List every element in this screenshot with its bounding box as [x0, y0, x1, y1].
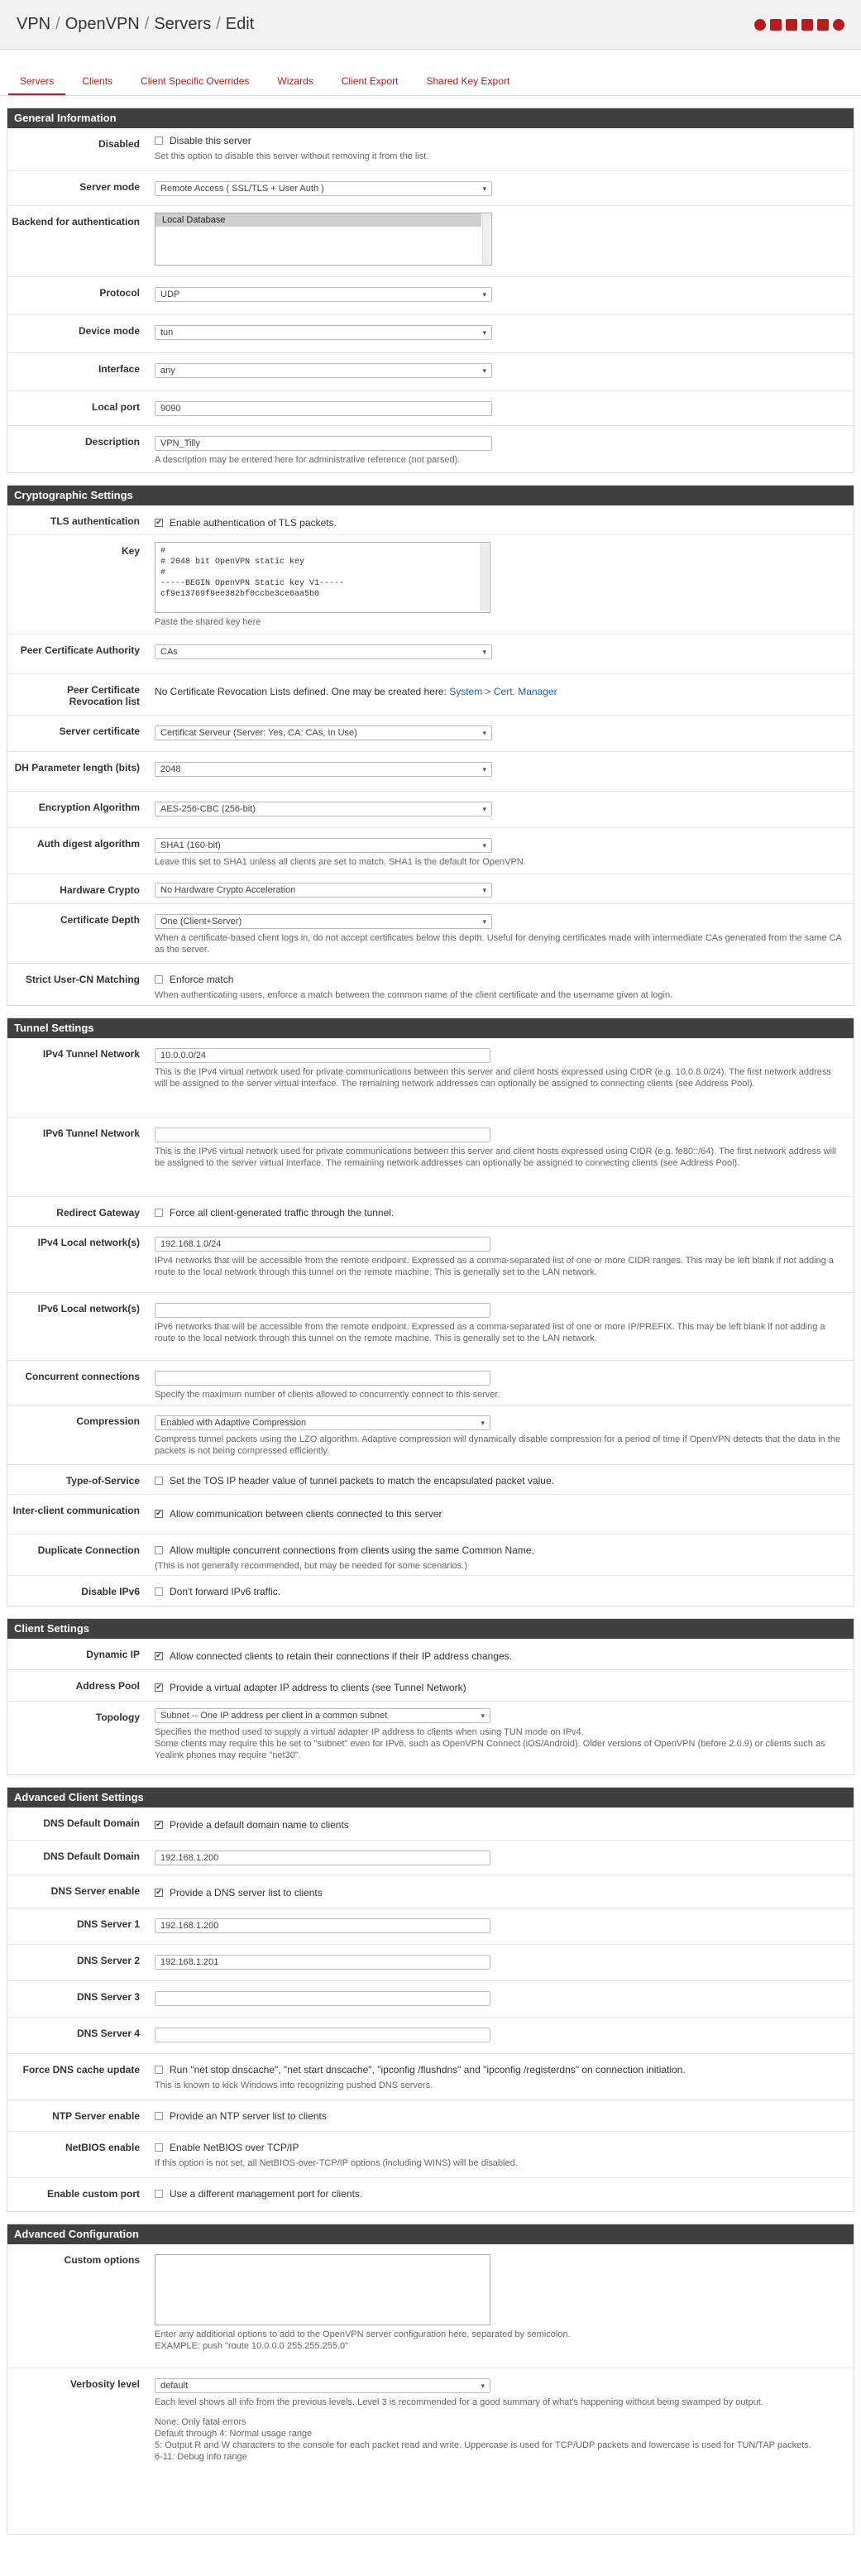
label: Encryption Algorithm — [38, 802, 140, 813]
label: DNS Server 1 — [76, 1918, 140, 1930]
label: Peer Certificate Authority — [20, 644, 140, 656]
dns-server-4-input[interactable] — [155, 2028, 490, 2042]
label: DNS Default Domain — [43, 1851, 140, 1862]
label: DNS Server 2 — [76, 1955, 140, 1966]
ipv6-local-input[interactable] — [155, 1303, 490, 1318]
dynamic-ip-checkbox[interactable]: ✔ — [155, 1651, 162, 1659]
row-custom-options — [7, 2244, 854, 2368]
label: Hardware Crypto — [60, 884, 140, 896]
row-peer-crl — [7, 674, 854, 716]
reload-icon[interactable] — [754, 19, 766, 31]
hw-crypto-select[interactable]: No Hardware Crypto Acceleration ▾ — [155, 883, 492, 898]
tos-checkbox[interactable] — [155, 1477, 163, 1485]
dns-server-2-input[interactable]: 192.168.1.201 — [155, 1955, 490, 1970]
label: DH Parameter length (bits) — [14, 762, 140, 773]
label: Strict User-CN Matching — [25, 974, 140, 985]
row-peer-ca — [7, 634, 854, 674]
label: Disabled — [98, 138, 140, 150]
top-bar — [0, 0, 861, 50]
row-dns-3 — [7, 1981, 854, 2018]
row-protocol — [7, 277, 854, 315]
label: TLS authentication — [50, 515, 140, 527]
header-icons — [754, 19, 844, 31]
help-text: This is known to kick Windows into recognizing pushed DNS servers. — [155, 2080, 433, 2090]
ipv6-tunnel-input[interactable] — [155, 1128, 490, 1142]
panel-title: Tunnel Settings — [7, 1018, 854, 1038]
custom-options-textarea[interactable] — [155, 2254, 490, 2325]
label: Concurrent connections — [25, 1371, 140, 1382]
row-ipv4-tunnel — [7, 1038, 854, 1118]
check-label: Use a different management port for clients. — [170, 2188, 363, 2200]
protocol-select[interactable]: UDP ▾ — [155, 287, 492, 302]
label: Force DNS cache update — [22, 2064, 140, 2076]
tab-client-export[interactable]: Client Export — [341, 75, 399, 87]
label: Peer Certificate Revocation list — [66, 684, 140, 707]
label: DNS Server enable — [50, 1885, 140, 1897]
adv-config-panel — [7, 2224, 854, 2535]
dns-server-checkbox[interactable]: ✔ — [155, 1888, 162, 1896]
row-address-pool — [7, 1670, 854, 1702]
crl-text: No Certificate Revocation Lists defined. One may be created here: — [155, 686, 450, 697]
server-mode-select[interactable]: Remote Access ( SSL/TLS + User Auth ) ▾ — [155, 181, 492, 196]
panel-title: Advanced Configuration — [7, 2224, 854, 2244]
tunnel-panel — [7, 1017, 854, 1606]
ntp-checkbox[interactable] — [155, 2112, 163, 2120]
help-text: Specify the maximum number of clients allowed to concurrently connect to this server. — [155, 1390, 500, 1400]
help-text: Specifies the method used to supply a virtual adapter IP address to clients when using TUN mode on IPv4. Some clients may require this be set to "subnet" even for IPv6, such as OpenVPN Connect (iOS/Android). Older versions of OpenVPN (before 2.0.9) or clients such as Yealink phones may require "net30". — [155, 1727, 825, 1760]
label: Auth digest algorithm — [37, 838, 140, 850]
row-force-dns — [7, 2054, 854, 2100]
row-dns-1 — [7, 1908, 854, 1945]
row-verbosity — [7, 2368, 854, 2534]
label: Disable IPv6 — [81, 1586, 140, 1597]
help-text: IPv6 networks that will be accessible from the remote endpoint. Expressed as a comma-separated list of one or more IP/PREFIX. This may be left blank if not adding a route to the local network through this tunnel on the remote machine. This is generally set to the LAN network. — [155, 1322, 825, 1343]
crypto-panel — [7, 485, 854, 1006]
label: Compression — [76, 1415, 140, 1427]
row-dynamic-ip — [7, 1639, 854, 1670]
label: DNS Default Domain — [43, 1817, 140, 1829]
crumb-servers[interactable]: Servers — [154, 15, 212, 33]
label: Protocol — [99, 287, 140, 299]
label: Topology — [95, 1712, 140, 1723]
row-disable-ipv6 — [7, 1576, 854, 1606]
check-label: Don't forward IPv6 traffic. — [170, 1586, 281, 1597]
help-text: Enter any additional options to add to the OpenVPN server configuration here, separated by semicolon. EXAMPLE: push "route 10.0.0.0 255.255.255.0" — [155, 2329, 571, 2351]
chart-icon[interactable] — [801, 19, 813, 31]
check-label: Run "net stop dnscache", "net start dnscache", "ipconfig /flushdns" and "ipconfig /registerdns" on connection initiation. — [170, 2064, 686, 2076]
compression-select[interactable]: Enabled with Adaptive Compression ▾ — [155, 1415, 490, 1430]
panel-title: Client Settings — [7, 1619, 854, 1639]
check-label: Allow communication between clients connected to this server — [170, 1507, 442, 1520]
crumb-edit: Edit — [225, 15, 255, 33]
row-topology — [7, 1702, 854, 1774]
row-server-cert — [7, 716, 854, 752]
table-icon[interactable] — [817, 19, 829, 31]
list-option[interactable]: Local Database — [155, 213, 481, 227]
label: Description — [84, 436, 140, 448]
check-label: Provide a virtual adapter IP address to clients (see Tunnel Network) — [170, 1681, 466, 1693]
label: Server certificate — [59, 725, 140, 737]
label: NetBIOS enable — [65, 2142, 140, 2153]
label: DNS Server 4 — [76, 2028, 140, 2039]
server-cert-select[interactable]: Certificat Serveur (Server: Yes, CA: CAs, In Use) ▾ — [155, 725, 492, 740]
backend-listbox[interactable] — [155, 213, 492, 266]
ipv4-tunnel-input[interactable]: 10.0.0.0/24 — [155, 1048, 490, 1063]
dh-select[interactable]: 2048 ▾ — [155, 762, 492, 777]
label: Server mode — [79, 181, 140, 193]
row-custom-port — [7, 2178, 854, 2211]
row-interface — [7, 353, 854, 391]
duplicate-checkbox[interactable] — [155, 1546, 163, 1554]
row-backend — [7, 206, 854, 277]
row-device — [7, 315, 854, 353]
row-dns-domain-enable — [7, 1808, 854, 1841]
encryption-select[interactable]: AES-256-CBC (256-bit) ▾ — [155, 802, 492, 816]
label: Duplicate Connection — [37, 1544, 140, 1556]
help-icon[interactable] — [833, 19, 844, 31]
row-redirect-gateway — [7, 1197, 854, 1227]
check-label: Disable this server — [170, 135, 251, 146]
label: Interface — [98, 363, 140, 375]
check-label: Enable authentication of TLS packets. — [170, 516, 337, 529]
tab-wizards[interactable]: Wizards — [277, 75, 313, 87]
tab-shared-key-export[interactable]: Shared Key Export — [426, 75, 510, 87]
verbosity-select[interactable]: default ▾ — [155, 2378, 490, 2393]
auth-digest-select[interactable]: SHA1 (160-bit) ▾ — [155, 838, 492, 853]
row-dns-2 — [7, 1945, 854, 1981]
label: Backend for authentication — [12, 216, 140, 227]
scrollbar[interactable] — [482, 214, 490, 264]
help-text: A description may be entered here for administrative reference (not parsed). — [155, 455, 461, 465]
cert-depth-select[interactable]: One (Client+Server) ▾ — [155, 914, 492, 929]
label: NTP Server enable — [52, 2110, 140, 2122]
panel-title: Advanced Client Settings — [7, 1788, 854, 1808]
label: Address Pool — [75, 1680, 140, 1692]
local-port-input[interactable]: 9090 — [155, 401, 492, 416]
label: Verbosity level — [69, 2378, 140, 2390]
device-select[interactable]: tun ▾ — [155, 325, 492, 340]
row-local-port — [7, 391, 854, 426]
help-text: Paste the shared key here — [155, 617, 261, 627]
dns-server-3-input[interactable] — [155, 1991, 490, 2006]
panel-title: Cryptographic Settings — [7, 486, 854, 505]
check-label: Set the TOS IP header value of tunnel packets to match the encapsulated packet value. — [170, 1475, 554, 1487]
check-label: Provide a default domain name to clients — [170, 1818, 349, 1831]
check-label: Allow connected clients to retain their connections if their IP address changes. — [170, 1650, 513, 1662]
row-tls — [7, 505, 854, 535]
netbios-checkbox[interactable] — [155, 2143, 163, 2152]
row-duplicate — [7, 1535, 854, 1576]
label: Certificate Depth — [60, 914, 140, 926]
row-server-mode — [7, 171, 854, 206]
disable-ipv6-checkbox[interactable] — [155, 1587, 163, 1596]
panel-title: General Information — [7, 108, 854, 128]
help-text: Leave this set to SHA1 unless all clients are set to match. SHA1 is the default for OpenVPN. — [155, 857, 526, 867]
help-text: This is the IPv6 virtual network used for private communications between this server and client hosts expressed using CIDR (e.g. fe80::/64). The first network address will be assigned to the server virtual interface. The remaining network addresses can optionally be assigned to connecting clients (see Address Pool). — [155, 1147, 836, 1168]
row-dh — [7, 752, 854, 792]
row-ipv6-local — [7, 1293, 854, 1361]
label: Type-of-Service — [65, 1475, 140, 1487]
check-label: Allow multiple concurrent connections from clients using the same Common Name. — [170, 1544, 534, 1556]
row-hw-crypto — [7, 874, 854, 904]
tab-bar — [0, 50, 861, 96]
row-key — [7, 535, 854, 634]
help-text: This is the IPv4 virtual network used for private communications between this server and client hosts expressed using CIDR (e.g. 10.0.8.0/24). The first network address will be assigned to the server virtual interface. The remaining network addresses can optionally be assigned to connecting clients (see Address Pool). — [155, 1067, 831, 1089]
strict-cn-checkbox[interactable] — [155, 975, 163, 984]
row-dns-server-enable — [7, 1875, 854, 1908]
row-netbios — [7, 2132, 854, 2178]
label: Key — [121, 545, 140, 557]
row-ipv6-tunnel — [7, 1118, 854, 1197]
help-text: (This is not generally recommended, but may be needed for some scenarios.) — [155, 1561, 467, 1571]
label: IPv4 Tunnel Network — [42, 1048, 140, 1060]
breadcrumb: VPN / OpenVPN / Servers / Edit — [17, 15, 255, 33]
row-dns-4 — [7, 2018, 854, 2054]
help-text: IPv4 networks that will be accessible from the remote endpoint. Expressed as a comma-separated list of one or more CIDR ranges. This may be left blank if not adding a route to the local network through this tunnel on the remote machine. This is generally set to the LAN network. — [155, 1256, 834, 1277]
topology-select[interactable]: Subnet -- One IP address per client in a common subnet ▾ — [155, 1708, 490, 1723]
description-input[interactable]: VPN_Tilly — [155, 436, 492, 451]
peer-ca-select[interactable]: CAs ▾ — [155, 644, 492, 659]
tab-client-specific-overrides[interactable]: Client Specific Overrides — [141, 75, 250, 87]
cert-manager-link[interactable]: System > Cert. Manager — [449, 686, 557, 697]
address-pool-checkbox[interactable]: ✔ — [155, 1683, 162, 1691]
label: DNS Server 3 — [76, 1991, 140, 2003]
label: Enable custom port — [46, 2188, 140, 2200]
tls-checkbox[interactable]: ✔ — [155, 518, 162, 526]
row-description — [7, 426, 854, 472]
row-encryption — [7, 792, 854, 828]
custom-port-checkbox[interactable] — [155, 2190, 163, 2198]
dns-domain-checkbox[interactable]: ✔ — [155, 1820, 162, 1828]
check-label: Provide an NTP server list to clients — [170, 2110, 327, 2122]
general-panel — [7, 108, 854, 473]
help-text: When authenticating users, enforce a match between the common name of the client certificate and the username given at login. — [155, 990, 673, 1000]
interface-select[interactable]: any ▾ — [155, 363, 492, 378]
row-ntp — [7, 2100, 854, 2132]
list-icon[interactable] — [786, 19, 797, 31]
help-text: Compress tunnel packets using the LZO algorithm. Adaptive compression will dynamically disable compression for a period of time if OpenVPN detects that the data in the packets is not being compressed efficiently. — [155, 1434, 841, 1456]
settings-icon[interactable] — [770, 19, 782, 31]
check-label: Enable NetBIOS over TCP/IP — [170, 2142, 299, 2153]
label: Redirect Gateway — [56, 1207, 140, 1219]
label: Device mode — [78, 325, 140, 337]
row-cert-depth — [7, 904, 854, 964]
inter-client-checkbox[interactable]: ✔ — [155, 1509, 162, 1517]
dns-domain-input[interactable]: 192.168.1.200 — [155, 1851, 490, 1865]
client-panel — [7, 1618, 854, 1775]
check-label: Enforce match — [170, 974, 234, 985]
label: IPv6 Local network(s) — [37, 1303, 140, 1314]
concurrent-input[interactable] — [155, 1371, 490, 1386]
row-concurrent — [7, 1361, 854, 1405]
row-strict-cn — [7, 964, 854, 1005]
row-tos — [7, 1465, 854, 1495]
tab-clients[interactable]: Clients — [82, 75, 113, 87]
row-compression — [7, 1405, 854, 1465]
tab-servers[interactable]: Servers — [8, 67, 65, 95]
check-label: Provide a DNS server list to clients — [170, 1886, 323, 1898]
row-disabled — [7, 128, 854, 171]
label: IPv4 Local network(s) — [37, 1237, 140, 1248]
force-dns-checkbox[interactable] — [155, 2066, 163, 2074]
label: Custom options — [64, 2254, 140, 2266]
redirect-checkbox[interactable] — [155, 1209, 163, 1217]
crumb-openvpn[interactable]: OpenVPN — [65, 15, 140, 33]
crumb-vpn[interactable]: VPN — [17, 15, 51, 33]
key-textarea[interactable]: # # 2048 bit OpenVPN static key # -----BEGIN OpenVPN Static key V1----- cf9e13769f9ee382bf0ccbe3ce6aa5b0 — [155, 542, 490, 613]
ipv4-local-input[interactable]: 192.168.1.0/24 — [155, 1237, 490, 1252]
adv-client-panel — [7, 1787, 854, 2212]
help-text: If this option is not set, all NetBIOS-over-TCP/IP options (including WINS) will be disabled. — [155, 2158, 518, 2168]
label: Dynamic IP — [86, 1649, 140, 1660]
label: Inter-client communication — [12, 1505, 140, 1516]
help-text: Each level shows all info from the previous levels. Level 3 is recommended for a good summary of what's happening without being swamped by output. — [155, 2397, 763, 2407]
row-dns-domain — [7, 1841, 854, 1875]
check-label: Force all client-generated traffic through the tunnel. — [170, 1207, 395, 1219]
dns-server-1-input[interactable]: 192.168.1.200 — [155, 1918, 490, 1933]
label: Local port — [91, 401, 140, 413]
label: IPv6 Tunnel Network — [42, 1128, 140, 1139]
row-auth-digest — [7, 828, 854, 874]
verbosity-levels: None: Only fatal errors Default through 4: Normal usage range 5: Output R and W characters to the console for each packet read and write. Uppercase is used for TCP/UDP packets and lowercase is used for TUN/TAP packets. 6-11: Debug info range — [155, 2417, 811, 2462]
disable-checkbox[interactable] — [155, 136, 163, 145]
help-text: Set this option to disable this server without removing it from the list. — [155, 151, 429, 161]
row-inter-client — [7, 1495, 854, 1535]
help-text: When a certificate-based client logs in, do not accept certificates below this depth. Useful for denying certificates made with intermediate CAs generated from the same CA as the server. — [155, 933, 842, 955]
row-ipv4-local — [7, 1227, 854, 1293]
